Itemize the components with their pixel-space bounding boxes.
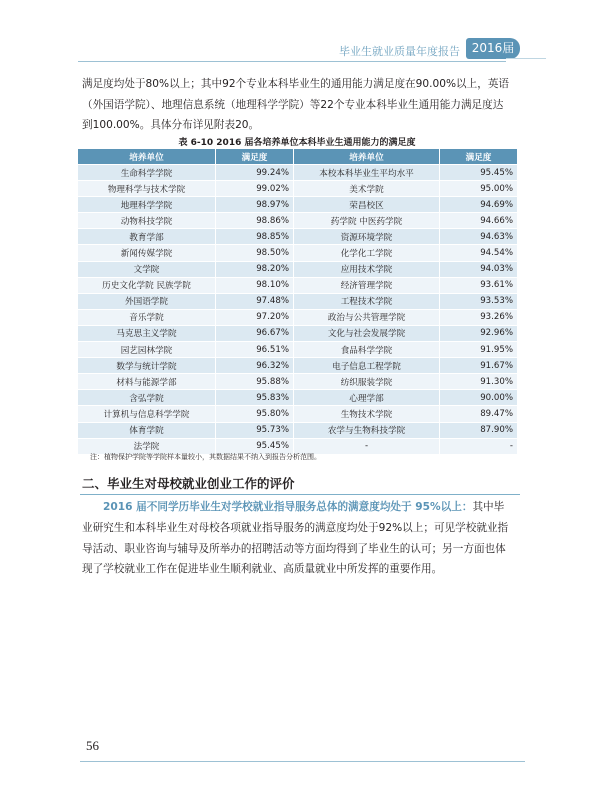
satisfaction-cell: 90.00%: [440, 390, 518, 406]
satisfaction-cell: 95.45%: [216, 438, 294, 454]
table-row: [78, 422, 518, 438]
satisfaction-cell: 93.61%: [440, 277, 518, 293]
satisfaction-cell: 87.90%: [440, 422, 518, 438]
satisfaction-cell: 94.66%: [440, 213, 518, 229]
unit-cell: 法学院: [78, 438, 216, 454]
satisfaction-cell: 95.83%: [216, 390, 294, 406]
satisfaction-cell: 98.50%: [216, 245, 294, 261]
satisfaction-cell: -: [440, 438, 518, 454]
unit-cell: 文化与社会发展学院: [294, 325, 440, 341]
header-satisfaction: 满足度: [216, 149, 294, 165]
unit-cell: 生命科学学院: [78, 165, 216, 181]
unit-cell: 本校本科毕业生平均水平: [294, 165, 440, 181]
section-highlight: 2016 届不同学历毕业生对学校就业指导服务总体的满意度均处于 95%以上：: [103, 501, 473, 513]
satisfaction-cell: 95.45%: [440, 165, 518, 181]
unit-cell: 物理科学与技术学院: [78, 181, 216, 197]
unit-cell: 经济管理学院: [294, 277, 440, 293]
table-row: [78, 197, 518, 213]
unit-cell: 教育学部: [78, 229, 216, 245]
unit-cell: 含弘学院: [78, 390, 216, 406]
table-row: [78, 277, 518, 293]
unit-cell: 食品科学学院: [294, 342, 440, 358]
unit-cell: 工程技术学院: [294, 293, 440, 309]
satisfaction-cell: 94.03%: [440, 261, 518, 277]
table-body: [78, 165, 518, 455]
satisfaction-cell: 98.10%: [216, 277, 294, 293]
header-divider-tail: [506, 58, 546, 59]
unit-cell: 农学与生物科技学院: [294, 422, 440, 438]
section-title: 二、毕业生对母校就业创业工作的评价: [82, 476, 295, 491]
unit-cell: 外国语学院: [78, 293, 216, 309]
unit-cell: 药学院 中医药学院: [294, 213, 440, 229]
unit-cell: 体育学院: [78, 422, 216, 438]
satisfaction-cell: 96.67%: [216, 325, 294, 341]
satisfaction-cell: 99.24%: [216, 165, 294, 181]
satisfaction-cell: 95.88%: [216, 374, 294, 390]
satisfaction-cell: 97.20%: [216, 309, 294, 325]
satisfaction-cell: 93.53%: [440, 293, 518, 309]
table-row: [78, 261, 518, 277]
unit-cell: 新闻传媒学院: [78, 245, 216, 261]
satisfaction-table: [77, 148, 518, 455]
unit-cell: 音乐学院: [78, 309, 216, 325]
satisfaction-cell: 95.80%: [216, 406, 294, 422]
unit-cell: 美术学院: [294, 181, 440, 197]
satisfaction-cell: 95.00%: [440, 181, 518, 197]
unit-cell: -: [294, 438, 440, 454]
satisfaction-cell: 94.69%: [440, 197, 518, 213]
table-row: [78, 181, 518, 197]
table-row: [78, 245, 518, 261]
satisfaction-cell: 95.73%: [216, 422, 294, 438]
satisfaction-cell: 92.96%: [440, 325, 518, 341]
unit-cell: 化学化工学院: [294, 245, 440, 261]
satisfaction-cell: 96.32%: [216, 358, 294, 374]
satisfaction-cell: 98.85%: [216, 229, 294, 245]
unit-cell: 心理学部: [294, 390, 440, 406]
satisfaction-cell: 89.47%: [440, 406, 518, 422]
satisfaction-cell: 98.97%: [216, 197, 294, 213]
table-row: [78, 165, 518, 181]
table-row: [78, 342, 518, 358]
table-header-row: [78, 149, 518, 165]
unit-cell: 政治与公共管理学院: [294, 309, 440, 325]
satisfaction-cell: 91.67%: [440, 358, 518, 374]
unit-cell: 动物科技学院: [78, 213, 216, 229]
satisfaction-cell: 98.20%: [216, 261, 294, 277]
unit-cell: 数学与统计学院: [78, 358, 216, 374]
page-number: 56: [86, 738, 99, 753]
header-unit: 培养单位: [294, 149, 440, 165]
satisfaction-cell: 91.30%: [440, 374, 518, 390]
satisfaction-cell: 97.48%: [216, 293, 294, 309]
table-row: [78, 229, 518, 245]
header-year-badge: 2016届: [466, 38, 520, 59]
satisfaction-cell: 98.86%: [216, 213, 294, 229]
unit-cell: 材料与能源学部: [78, 374, 216, 390]
header-satisfaction: 满足度: [440, 149, 518, 165]
table-row: [78, 325, 518, 341]
footer-divider: [80, 761, 525, 762]
satisfaction-cell: 93.26%: [440, 309, 518, 325]
unit-cell: 荣昌校区: [294, 197, 440, 213]
unit-cell: 纺织服装学院: [294, 374, 440, 390]
section-text: 其中毕业研究生和本科毕业生对母校各项就业指导服务的满意度均处于92%以上；可见学校就业指导活动、职业咨询与辅导及所举办的招聘活动等方面均得到了毕业生的认可；另一方面也体现了学校就业工作在促进毕业生顺利就业、高质量就业中所发挥的重要作用。: [82, 501, 509, 576]
table-row: [78, 213, 518, 229]
satisfaction-cell: 99.02%: [216, 181, 294, 197]
unit-cell: 文学院: [78, 261, 216, 277]
unit-cell: 生物技术学院: [294, 406, 440, 422]
table-row: [78, 374, 518, 390]
table-note: 注：植物保护学院等学院样本量较小，其数据结果不纳入到报告分析范围。: [90, 453, 321, 461]
satisfaction-cell: 94.63%: [440, 229, 518, 245]
section-paragraph: [82, 497, 514, 580]
unit-cell: 电子信息工程学院: [294, 358, 440, 374]
satisfaction-cell: 91.95%: [440, 342, 518, 358]
section-divider: [80, 494, 520, 495]
table-row: [78, 309, 518, 325]
unit-cell: 计算机与信息科学学院: [78, 406, 216, 422]
table-row: [78, 293, 518, 309]
unit-cell: 资源环境学院: [294, 229, 440, 245]
unit-cell: 应用技术学院: [294, 261, 440, 277]
unit-cell: 地理科学学院: [78, 197, 216, 213]
table-row: [78, 358, 518, 374]
unit-cell: 园艺园林学院: [78, 342, 216, 358]
intro-paragraph: 满足度均处于80%以上；其中92个专业本科毕业生的通用能力满足度在90.00%以上，英语（外国语学院）、地理信息系统（地理科学学院）等22个专业本科毕业生通用能力满足度达到100.00%。具体分布详见附表20。: [82, 78, 510, 132]
unit-cell: 历史文化学院 民族学院: [78, 277, 216, 293]
satisfaction-cell: 94.54%: [440, 245, 518, 261]
table-row: [78, 406, 518, 422]
header-divider: [78, 61, 506, 62]
header-unit: 培养单位: [78, 149, 216, 165]
table-caption: 表 6-10 2016 届各培养单位本科毕业生通用能力的满足度: [178, 138, 416, 148]
header-title: 毕业生就业质量年度报告: [339, 45, 460, 58]
unit-cell: 马克思主义学院: [78, 325, 216, 341]
table-row: [78, 390, 518, 406]
satisfaction-cell: 96.51%: [216, 342, 294, 358]
